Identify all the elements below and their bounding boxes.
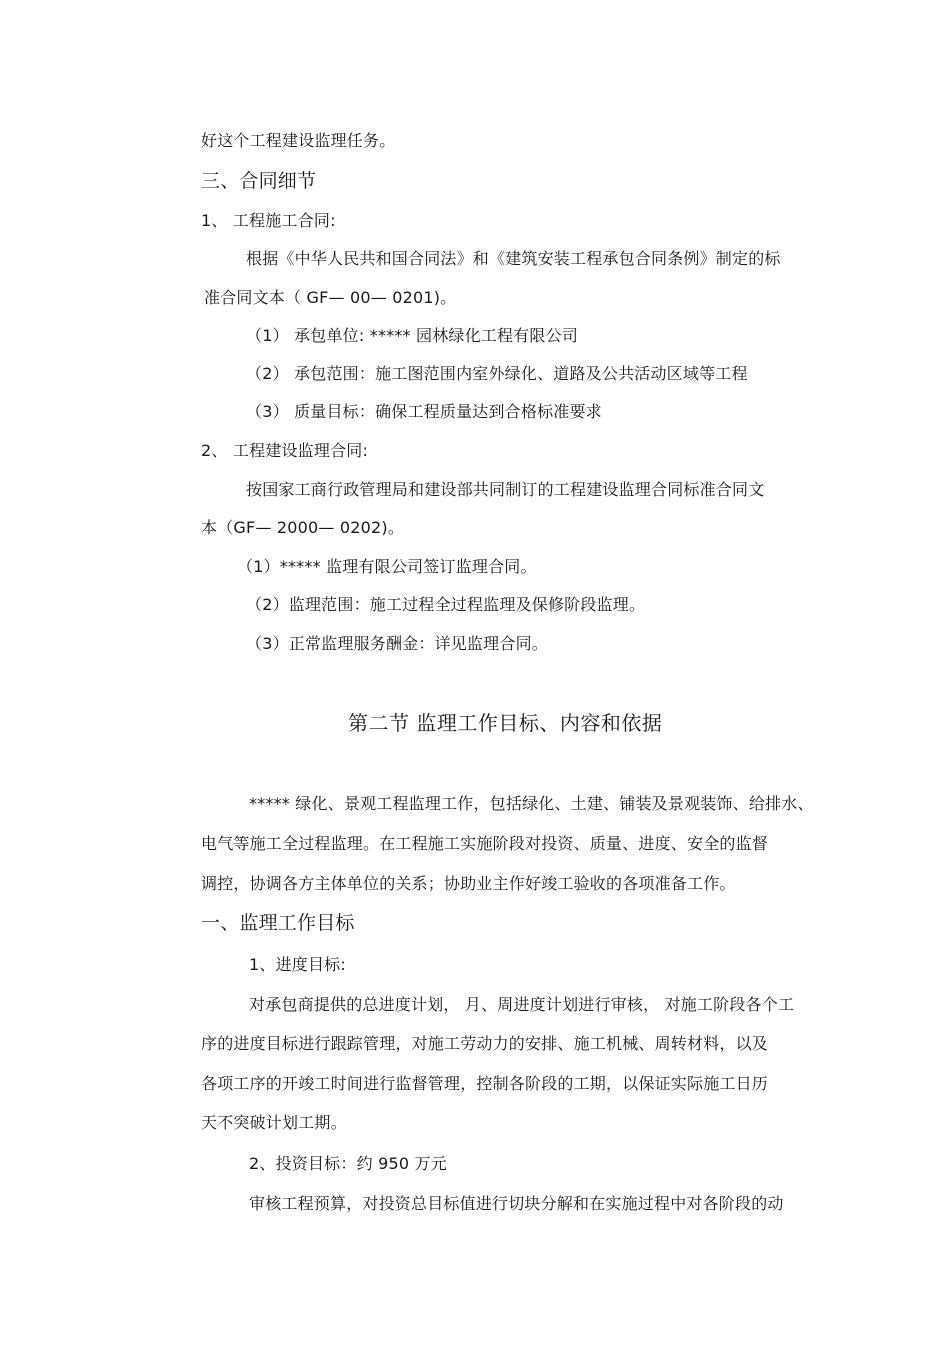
goal-progress-heading: 1、进度目标: bbox=[249, 955, 346, 974]
section-title: 第二节 监理工作目标、内容和依据 bbox=[348, 711, 663, 735]
item-supervision-contract: 2、 工程建设监理合同: bbox=[201, 441, 369, 460]
paragraph-line: 审核工程预算，对投资总目标值进行切块分解和在实施过程中对各阶段的动 bbox=[249, 1194, 784, 1213]
item-construction-contract: 1、 工程施工合同: bbox=[201, 211, 336, 230]
supervision-item-scope: （2）监理范围：施工过程全过程监理及保修阶段监理。 bbox=[246, 595, 646, 614]
heading-contract-details: 三、合同细节 bbox=[201, 170, 317, 192]
goal-investment-heading: 2、投资目标：约 950 万元 bbox=[249, 1154, 447, 1173]
paragraph-line: 各项工序的开竣工时间进行监督管理，控制各阶段的工期，以保证实际施工日历 bbox=[201, 1074, 769, 1093]
contract-item-quality: （3） 质量目标：确保工程质量达到合格标准要求 bbox=[246, 402, 602, 421]
paragraph-line: 根据《中华人民共和国合同法》和《建筑安装工程承包合同条例》制定的标 bbox=[246, 249, 781, 268]
paragraph-line: ***** 绿化、景观工程监理工作，包括绿化、土建、铺装及景观装饰、给排水、 bbox=[249, 794, 814, 813]
supervision-item-signing: （1）***** 监理有限公司签订监理合同。 bbox=[237, 557, 537, 576]
supervision-item-fee: （3）正常监理服务酬金：详见监理合同。 bbox=[246, 634, 548, 653]
heading-supervision-goals: 一、监理工作目标 bbox=[201, 912, 355, 934]
paragraph-line: 按国家工商行政管理局和建设部共同制订的工程建设监理合同标准合同文 bbox=[246, 480, 765, 499]
paragraph-line: 对承包商提供的总进度计划， 月、周进度计划进行审核， 对施工阶段各个工 bbox=[249, 995, 795, 1014]
paragraph-line: 调控，协调各方主体单位的关系；协助业主作好竣工验收的各项准备工作。 bbox=[201, 874, 736, 893]
contract-item-contractor: （1） 承包单位: ***** 园林绿化工程有限公司 bbox=[246, 326, 579, 345]
paragraph-line: 电气等施工全过程监理。在工程施工实施阶段对投资、质量、进度、安全的监督 bbox=[201, 834, 769, 853]
paragraph-line: 天不突破计划工期。 bbox=[201, 1113, 347, 1132]
paragraph-continuation: 好这个工程建设监理任务。 bbox=[201, 131, 396, 150]
paragraph-line: 准合同文本（ GF— 00— 0201)。 bbox=[204, 288, 457, 307]
paragraph-line: 本（GF— 2000— 0202)。 bbox=[201, 518, 405, 537]
paragraph-line: 序的进度目标进行跟踪管理，对施工劳动力的安排、施工机械、周转材料，以及 bbox=[201, 1034, 769, 1053]
contract-item-scope: （2） 承包范围：施工图范围内室外绿化、道路及公共活动区域等工程 bbox=[246, 364, 748, 383]
